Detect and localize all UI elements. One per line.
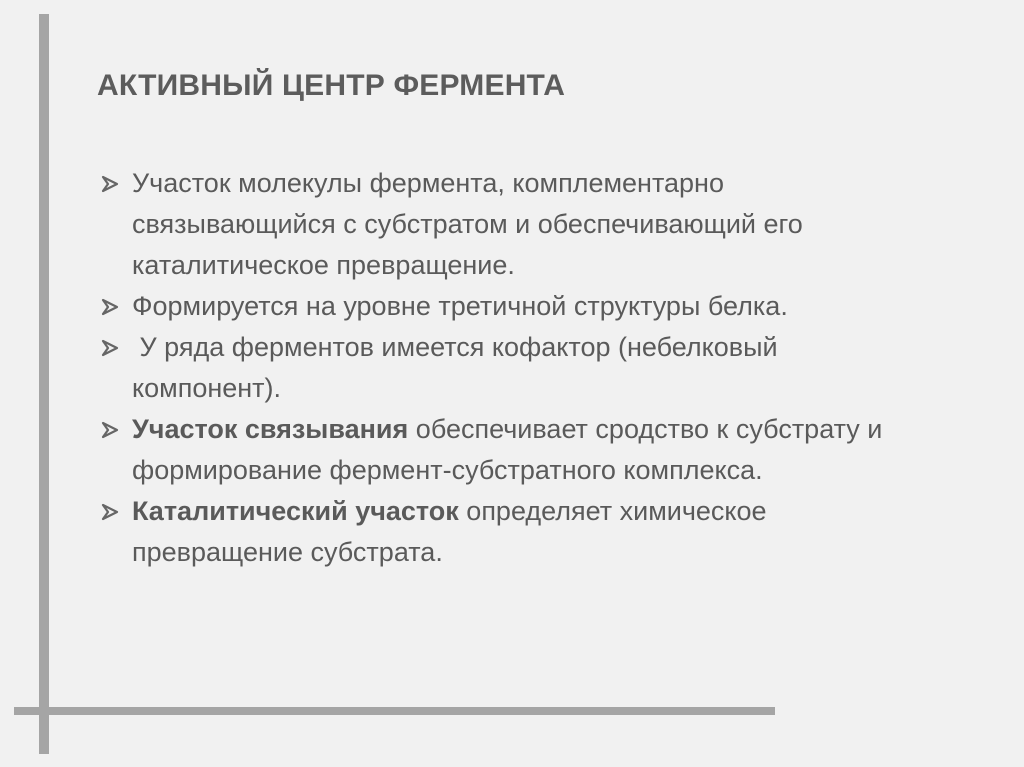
bullet-item [100,286,930,327]
bullet-bold-text: Каталитический участок [132,496,459,526]
bullet-item [100,491,930,573]
arrow-bullet-icon [100,174,120,194]
arrow-bullet-icon [100,338,120,358]
horizontal-frame-line [14,707,775,715]
vertical-frame-line [39,14,49,754]
bullet-item [100,327,930,409]
bullet-text: У ряда ферментов имеется кофактор (небелковый компонент). [132,332,786,403]
slide-title: АКТИВНЫЙ ЦЕНТР ФЕРМЕНТА [97,69,566,102]
bullet-text: обеспечивает сродство к субстрату и формирование фермент-субстратного комплекса. [132,414,883,485]
bullet-list [100,163,930,573]
bullet-bold-text: Участок связывания [132,414,409,444]
bullet-text: Участок молекулы фермента, комплементарно связывающийся с субстратом и обеспечивающий его каталитическое превращение. [132,168,803,280]
bullet-item [100,409,930,491]
arrow-bullet-icon [100,297,120,317]
bullet-text: Формируется на уровне третичной структуры белка. [132,291,788,321]
arrow-bullet-icon [100,420,120,440]
bullet-text: определяет химическое превращение субстрата. [132,496,767,567]
arrow-bullet-icon [100,502,120,522]
bullet-item [100,163,930,286]
